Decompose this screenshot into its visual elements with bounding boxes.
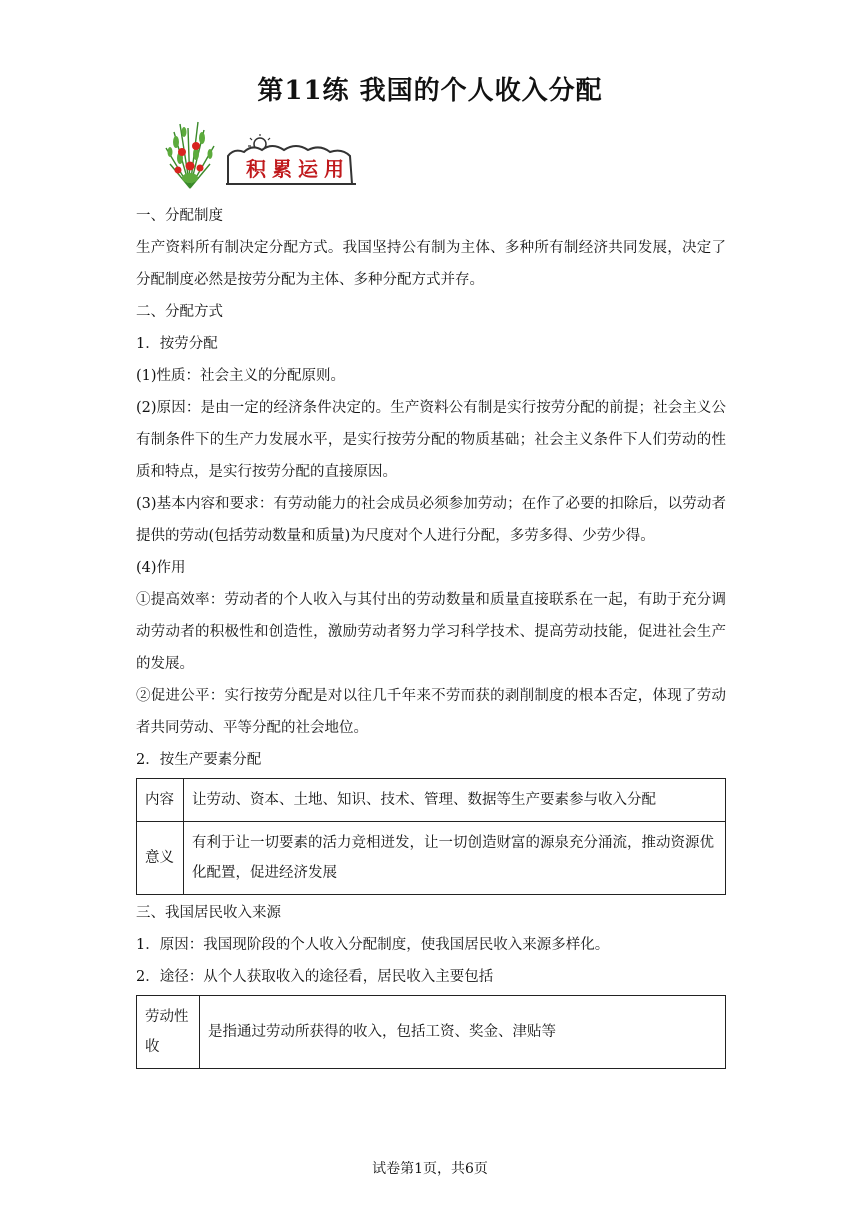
main-content <box>136 200 726 1071</box>
section-heading: 三、我国居民收入来源 <box>136 905 281 921</box>
subsection-heading: 2．按生产要素分配 <box>136 752 262 768</box>
table-cell-key: 意义 <box>137 822 184 895</box>
section-heading: 二、分配方式 <box>136 304 223 320</box>
paragraph: 生产资料所有制决定分配方式。我国坚持公有制为主体、多种所有制经济共同发展，决定了分配制度必然是按劳分配为主体、多种分配方式并存。 <box>136 240 726 288</box>
paragraph: ①提高效率：劳动者的个人收入与其付出的劳动数量和质量直接联系在一起，有助于充分调动劳动者的积极性和创造性，激励劳动者努力学习科学技术、提高劳动技能，促进社会生产的发展。 <box>136 592 726 672</box>
table-row <box>137 779 726 822</box>
page-title: 第11练 我国的个人收入分配 <box>257 76 603 106</box>
banner-label: 积累运用 <box>246 157 350 181</box>
section-heading: 一、分配制度 <box>136 208 223 224</box>
factor-distribution-table <box>136 778 726 895</box>
paragraph: ②促进公平：实行按劳分配是对以往几千年来不劳而获的剥削制度的根本否定，体现了劳动者共同劳动、平等分配的社会地位。 <box>136 688 726 736</box>
table-row <box>137 822 726 895</box>
paragraph: (4)作用 <box>136 560 186 576</box>
page-footer: 试卷第1页，共6页 <box>372 1161 488 1177</box>
table-cell-key: 劳动性收 <box>137 996 200 1069</box>
table-cell-key: 内容 <box>137 779 184 822</box>
paragraph: 1．原因：我国现阶段的个人收入分配制度，使我国居民收入来源多样化。 <box>136 937 610 953</box>
table-row <box>137 996 726 1069</box>
flower-plant-icon <box>160 118 220 190</box>
paragraph: 2．途径：从个人获取收入的途径看，居民收入主要包括 <box>136 969 494 985</box>
income-source-table <box>136 995 726 1069</box>
paragraph: (1)性质：社会主义的分配原则。 <box>136 368 346 384</box>
table-cell-value: 让劳动、资本、土地、知识、技术、管理、数据等生产要素参与收入分配 <box>184 779 726 822</box>
section-banner <box>160 118 370 190</box>
paragraph: (3)基本内容和要求：有劳动能力的社会成员必须参加劳动；在作了必要的扣除后，以劳动者提供的劳动(包括劳动数量和质量)为尺度对个人进行分配，多劳多得、少劳少得。 <box>136 496 726 544</box>
table-cell-value: 有利于让一切要素的活力竞相迸发，让一切创造财富的源泉充分涌流，推动资源优化配置，促进经济发展 <box>184 822 726 895</box>
table-cell-value: 是指通过劳动所获得的收入，包括工资、奖金、津贴等 <box>200 996 726 1069</box>
paragraph: (2)原因：是由一定的经济条件决定的。生产资料公有制是实行按劳分配的前提；社会主义公有制条件下的生产力发展水平，是实行按劳分配的物质基础；社会主义条件下人们劳动的性质和特点，是实行按劳分配的直接原因。 <box>136 400 726 480</box>
subsection-heading: 1．按劳分配 <box>136 336 218 352</box>
